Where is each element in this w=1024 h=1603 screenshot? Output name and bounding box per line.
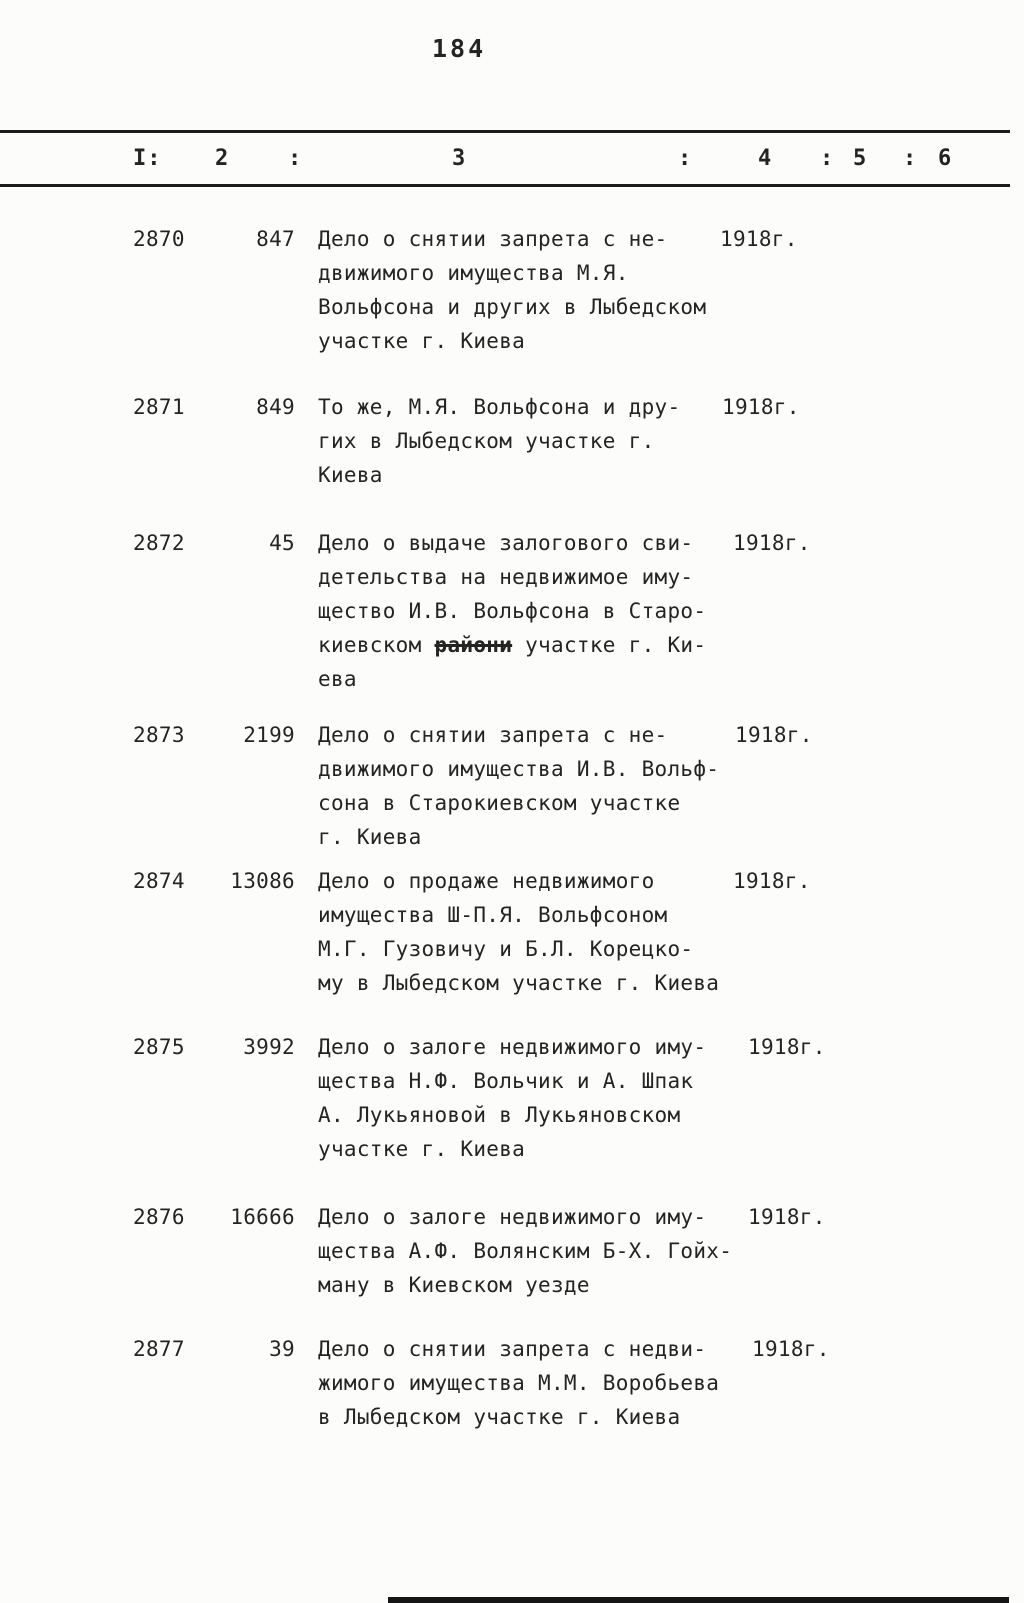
table-rule-bottom bbox=[0, 184, 1010, 187]
description-line: Дело о снятии запрета с недви- bbox=[318, 1337, 707, 1361]
row-id: 2870 bbox=[133, 227, 185, 251]
row-year: 1918г. bbox=[733, 869, 811, 893]
row-file-number: 847 bbox=[256, 227, 295, 251]
row-id: 2874 bbox=[133, 869, 185, 893]
description-line: То же, М.Я. Вольфсона и дру- bbox=[318, 395, 681, 419]
row-file-number: 2199 bbox=[243, 723, 295, 747]
table-header-separator: : bbox=[820, 146, 835, 171]
description-line: гих в Лыбедском участке г. bbox=[318, 429, 655, 453]
description-line: Дело о продаже недвижимого bbox=[318, 869, 655, 893]
description-line-with-strike bbox=[318, 628, 763, 662]
description-line: Дело о выдаче залогового сви- bbox=[318, 531, 694, 555]
description-line: ману в Киевском уезде bbox=[318, 1273, 590, 1297]
table-header-col-2: 2 bbox=[215, 146, 230, 171]
row-description bbox=[318, 1332, 763, 1434]
description-line: в Лыбедском участке г. Киева bbox=[318, 1405, 681, 1429]
row-description bbox=[318, 1200, 763, 1302]
row-file-number: 16666 bbox=[230, 1205, 295, 1229]
row-file-number: 45 bbox=[269, 531, 295, 555]
row-id: 2876 bbox=[133, 1205, 185, 1229]
row-year: 1918г. bbox=[748, 1035, 826, 1059]
description-line: ева bbox=[318, 667, 357, 691]
row-year: 1918г. bbox=[722, 395, 800, 419]
row-description bbox=[318, 864, 763, 1000]
row-id: 2871 bbox=[133, 395, 185, 419]
description-line: щества Н.Ф. Вольчик и А. Шпак bbox=[318, 1069, 694, 1093]
row-file-number: 3992 bbox=[243, 1035, 295, 1059]
row-year: 1918г. bbox=[735, 723, 813, 747]
row-id: 2877 bbox=[133, 1337, 185, 1361]
description-line: Киева bbox=[318, 463, 383, 487]
row-id: 2875 bbox=[133, 1035, 185, 1059]
row-file-number: 849 bbox=[256, 395, 295, 419]
description-text: участке г. Ки- bbox=[512, 633, 707, 657]
scan-edge-artifact bbox=[388, 1597, 1009, 1603]
description-line: М.Г. Гузовичу и Б.Л. Корецко- bbox=[318, 937, 694, 961]
description-line: Дело о залоге недвижимого иму- bbox=[318, 1035, 707, 1059]
description-line: Вольфсона и других в Лыбедском bbox=[318, 295, 707, 319]
description-line: движимого имущества И.В. Вольф- bbox=[318, 757, 720, 781]
table-header-col-1: I: bbox=[133, 146, 162, 171]
description-line: му в Лыбедском участке г. Киева bbox=[318, 971, 720, 995]
table-header-col-6: 6 bbox=[938, 146, 953, 171]
row-description bbox=[318, 1030, 763, 1166]
description-line: жимого имущества М.М. Воробьева bbox=[318, 1371, 720, 1395]
description-line: Дело о снятии запрета с не- bbox=[318, 227, 668, 251]
table-header-separator: : bbox=[903, 146, 918, 171]
page-number: 184 bbox=[432, 34, 487, 63]
row-year: 1918г. bbox=[733, 531, 811, 555]
description-line: г. Киева bbox=[318, 825, 422, 849]
row-file-number: 13086 bbox=[230, 869, 295, 893]
table-header-separator: : bbox=[288, 146, 303, 171]
struck-word: райони bbox=[434, 633, 513, 657]
row-year: 1918г. bbox=[748, 1205, 826, 1229]
description-line: щество И.В. Вольфсона в Старо- bbox=[318, 599, 707, 623]
description-line: движимого имущества М.Я. bbox=[318, 261, 629, 285]
row-description bbox=[318, 222, 763, 358]
row-description bbox=[318, 526, 763, 696]
description-line: Дело о снятии запрета с не- bbox=[318, 723, 668, 747]
description-line: участке г. Киева bbox=[318, 329, 526, 353]
description-line: сона в Старокиевском участке bbox=[318, 791, 681, 815]
description-line: имущества Ш-П.Я. Вольфсоном bbox=[318, 903, 668, 927]
table-header-col-5: 5 bbox=[853, 146, 868, 171]
row-year: 1918г. bbox=[720, 227, 798, 251]
row-description bbox=[318, 390, 763, 492]
table-rule-top bbox=[0, 130, 1010, 133]
row-id: 2873 bbox=[133, 723, 185, 747]
row-description bbox=[318, 718, 763, 854]
description-text: киевском bbox=[318, 633, 435, 657]
table-header-col-4: 4 bbox=[758, 146, 773, 171]
description-line: А. Лукьяновой в Лукьяновском bbox=[318, 1103, 681, 1127]
description-line: Дело о залоге недвижимого иму- bbox=[318, 1205, 707, 1229]
row-year: 1918г. bbox=[752, 1337, 830, 1361]
description-line: детельства на недвижимое иму- bbox=[318, 565, 694, 589]
description-line: участке г. Киева bbox=[318, 1137, 526, 1161]
table-header-separator: : bbox=[678, 146, 693, 171]
table-header-col-3: 3 bbox=[452, 146, 467, 171]
row-file-number: 39 bbox=[269, 1337, 295, 1361]
description-line: щества А.Ф. Волянским Б-Х. Гойх- bbox=[318, 1239, 733, 1263]
row-id: 2872 bbox=[133, 531, 185, 555]
